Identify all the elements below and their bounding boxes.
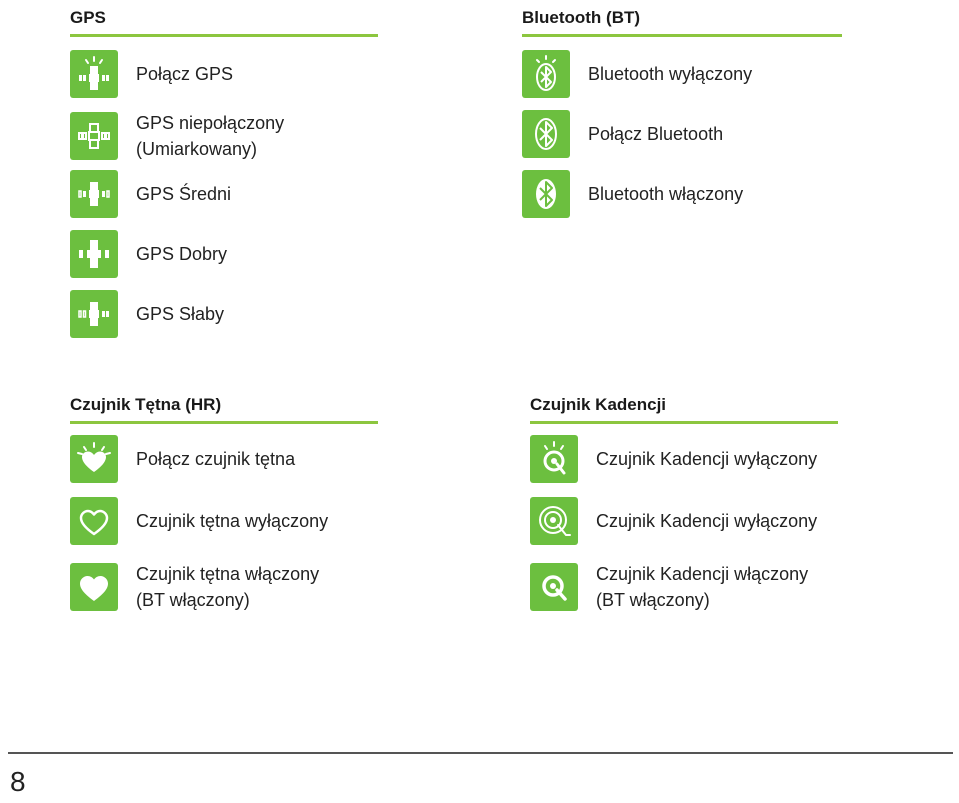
heart-rate-section-title: Czujnik Tętna (HR) bbox=[70, 395, 378, 424]
gps-disconnected-icon bbox=[70, 112, 118, 160]
bluetooth-on-icon bbox=[522, 170, 570, 218]
item-label: Czujnik tętna wyłączony bbox=[136, 511, 329, 531]
item-label: Połącz GPS bbox=[136, 64, 234, 84]
cadence-section-title: Czujnik Kadencji bbox=[530, 395, 838, 424]
item-label: Połącz Bluetooth bbox=[588, 124, 724, 144]
gps-section-title: GPS bbox=[70, 8, 378, 37]
gps-good-icon bbox=[70, 230, 118, 278]
item-label: Bluetooth włączony bbox=[588, 184, 744, 204]
list-item bbox=[530, 435, 817, 483]
gps-medium-icon bbox=[70, 170, 118, 218]
cadence-on-icon bbox=[530, 563, 578, 611]
item-sublabel: (BT włączony) bbox=[596, 590, 710, 610]
list-item bbox=[522, 170, 743, 218]
list-item bbox=[70, 230, 227, 278]
heart-connect-icon bbox=[70, 435, 118, 483]
item-sublabel: (BT włączony) bbox=[136, 590, 250, 610]
list-item bbox=[530, 497, 817, 545]
cadence-connect-icon bbox=[530, 435, 578, 483]
cadence-off-icon bbox=[530, 497, 578, 545]
footer-divider bbox=[8, 752, 953, 754]
bluetooth-off-icon bbox=[522, 50, 570, 98]
cadence-section bbox=[530, 395, 838, 610]
item-label: Czujnik Kadencji włączony bbox=[596, 564, 809, 584]
gps-connect-icon bbox=[70, 50, 118, 98]
gps-section bbox=[70, 8, 378, 324]
list-item bbox=[70, 561, 319, 613]
item-label: Bluetooth wyłączony bbox=[588, 64, 753, 84]
heart-outline-icon bbox=[70, 497, 118, 545]
item-label: GPS Słaby bbox=[136, 304, 225, 324]
bluetooth-section-title: Bluetooth (BT) bbox=[522, 8, 842, 37]
list-item bbox=[70, 290, 224, 338]
item-label: Czujnik tętna włączony bbox=[136, 564, 320, 584]
item-label: Czujnik Kadencji wyłączony bbox=[596, 511, 818, 531]
item-sublabel: (Umiarkowany) bbox=[136, 139, 258, 159]
list-item bbox=[70, 435, 295, 483]
heart-rate-section bbox=[70, 395, 378, 610]
heart-filled-icon bbox=[70, 563, 118, 611]
item-label: GPS niepołączony bbox=[136, 113, 285, 133]
bluetooth-connect-icon bbox=[522, 110, 570, 158]
page-number: 8 bbox=[10, 766, 26, 797]
list-item bbox=[70, 110, 284, 162]
list-item bbox=[522, 110, 723, 158]
item-label: Połącz czujnik tętna bbox=[136, 449, 296, 469]
list-item bbox=[70, 497, 328, 545]
list-item bbox=[530, 561, 808, 613]
item-label: GPS Dobry bbox=[136, 244, 228, 264]
list-item bbox=[70, 50, 233, 98]
list-item bbox=[70, 170, 231, 218]
list-item bbox=[522, 50, 752, 98]
bluetooth-section bbox=[522, 8, 842, 204]
item-label: GPS Średni bbox=[136, 184, 232, 204]
gps-weak-icon bbox=[70, 290, 118, 338]
item-label: Czujnik Kadencji wyłączony bbox=[596, 449, 818, 469]
